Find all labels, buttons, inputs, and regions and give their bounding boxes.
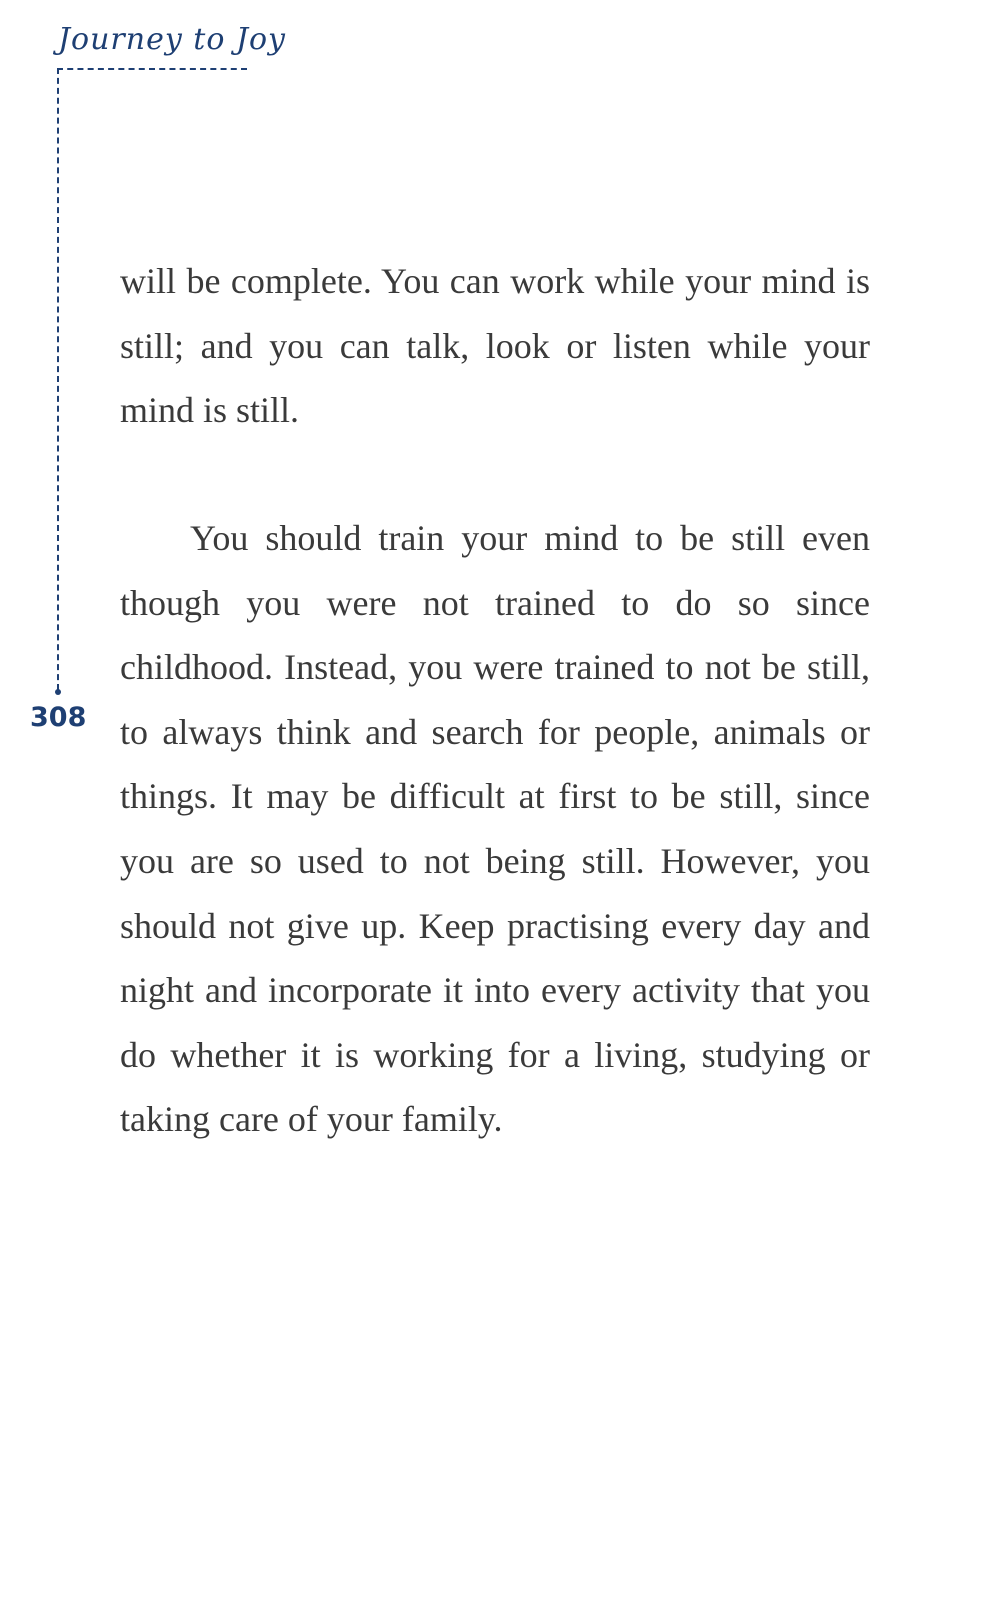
header-dashed-rule (57, 68, 247, 70)
margin-dashed-rule (57, 68, 59, 690)
body-paragraph-2: You should train your mind to be still even though you were not trained to do so since childhood. Instead, you were trained to not be still, to always think and search for people, animals or things. It may be difficult at first to be still, since you are so used to not being still. However, you should not give up. Keep practising every day and night and incorporate it into every activity that you do whether it is working for a living, studying or taking care of your family. (120, 518, 870, 1140)
page-number: 308 (30, 702, 87, 733)
body-paragraph-1: will be complete. You can work while your mind is still; and you can talk, look or listen while your mind is still. (120, 261, 870, 431)
rule-end-dot (55, 689, 61, 695)
running-title: Journey to Joy (58, 22, 286, 57)
